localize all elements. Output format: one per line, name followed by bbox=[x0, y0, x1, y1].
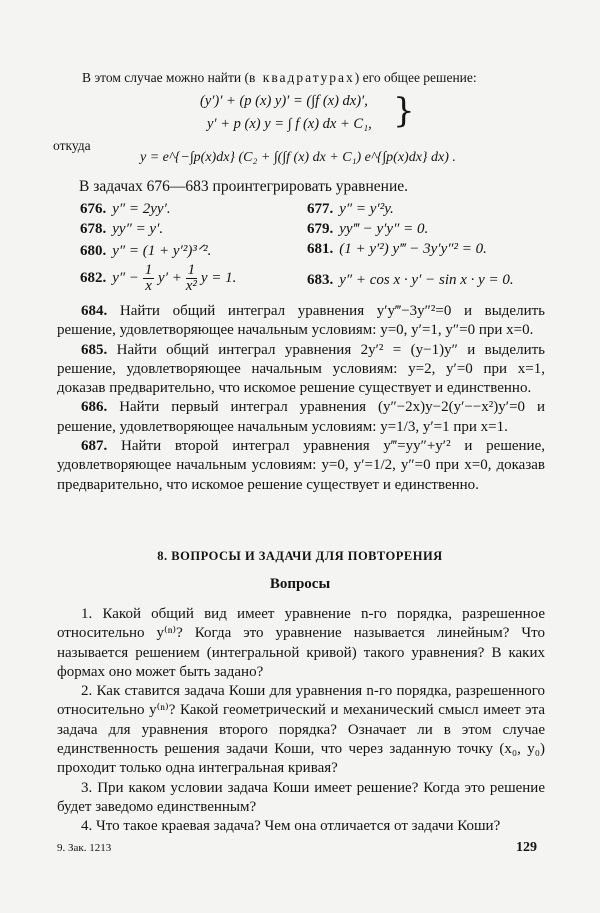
page-number: 129 bbox=[516, 840, 537, 855]
formula-2: y′ + p (x) y = ∫ f (x) dx + C₁, bbox=[207, 116, 372, 132]
question-1: 1. Какой общий вид имеет уравнение n-го порядка, разрешенное относительно y⁽ⁿ⁾? Когда это уравнение называется линейным? Что называется решением (интегральной кривой) такого уравнения? В каких формах оно может быть задано? bbox=[57, 606, 545, 680]
problem-677: 677. y″ = y′²y. bbox=[307, 201, 394, 217]
problem-676: 676. y″ = 2yy′. bbox=[80, 201, 171, 217]
problem-685: 685. Найти общий интеграл уравнения 2y′² = (y−1)y″ и выделить решение, удовлетворяющее начальным условиям: y=2, y′=0 при x=1, доказав предварительно, что искомое решение существует и единственно. bbox=[57, 341, 545, 397]
problem-684: 684. Найти общий интеграл уравнения y′y‴−3y″²=0 и выделить решение, удовлетворяющее начальным условиям: y=0, y′=1, y″=0 при x=0. bbox=[57, 303, 545, 339]
section-subtitle: Вопросы bbox=[269, 576, 331, 592]
questions-list bbox=[57, 605, 545, 837]
fraction-1-over-x2: $\frac{1}{\text{x²}}$ bbox=[185, 262, 197, 294]
task-intro: В задачах 676—683 проинтегрировать уравнение. bbox=[79, 178, 409, 195]
otkuda-word: откуда bbox=[53, 138, 91, 153]
intro-suffix: ) его общее решение: bbox=[354, 70, 477, 85]
footer-print-mark: 9. Зак. 1213 bbox=[57, 842, 112, 854]
problem-683: 683. y″ + cos x · y′ − sin x · y = 0. bbox=[307, 272, 514, 288]
intro-spaced-word: в квадратурах bbox=[249, 70, 355, 85]
problem-680: 680. y″ = (1 + y′²)³ᐟ². bbox=[80, 243, 212, 259]
problem-687: 687. Найти второй интеграл уравнения y‴=yy″+y′² и решение, удовлетворяющее начальным условиям: y=0, y′=1/2, y″=0 при x=0, доказав предварительно, что искомое решение существует и единственно. bbox=[57, 438, 545, 493]
question-3: 3. При каком условии задача Коши имеет решение? Когда это решение будет заведомо единственным? bbox=[57, 779, 545, 815]
system-brace: } bbox=[393, 91, 415, 131]
intro-prefix: В этом случае можно найти ( bbox=[82, 70, 250, 85]
formula-1: (y′)′ + (p (x) y)′ = (∫f (x) dx)′, bbox=[200, 93, 368, 109]
question-2: 2. Как ставится задача Коши для уравнения n-го порядка, разрешенного относительно y⁽ⁿ⁾? Какой геометрический и механический смысл имеет эта задача для уравнения второго порядка? Означает ли в этом случае единственность решения задачи Коши, что через заданную точку (x₀, y₀) проходит только одна интегральная кривая? bbox=[57, 683, 545, 777]
fraction-1-over-x: $\frac{1}{x}$ bbox=[144, 262, 153, 294]
section-title: 8. ВОПРОСЫ И ЗАДАЧИ ДЛЯ ПОВТОРЕНИЯ bbox=[157, 549, 443, 563]
numbered-problems bbox=[57, 302, 545, 495]
problem-678: 678. yy″ = y′. bbox=[80, 221, 164, 237]
formula-3: y = e^{−∫p(x)dx} (C₂ + ∫(∫f (x) dx + C₁) e^{∫p(x)dx} dx) . bbox=[140, 150, 456, 165]
problem-686: 686. Найти первый интеграл уравнения (y″−2x)y−2(y′−−x²)y′=0 и решение, удовлетворяющее начальным условиям: y=1/3, y′=1 при x=1. bbox=[57, 399, 545, 435]
intro-line bbox=[82, 70, 477, 86]
problem-679: 679. yy‴ − y′y″ = 0. bbox=[307, 221, 429, 237]
question-4: 4. Что такое краевая задача? Чем она отличается от задачи Коши? bbox=[81, 818, 501, 835]
problem-681: 681. (1 + y′²) y‴ − 3y′y″² = 0. bbox=[307, 241, 487, 257]
problem-682: 682. y″ − $\frac{1}{x}$ y′ + $\frac{1}{\text{x²}}$ y = 1. bbox=[80, 262, 237, 294]
